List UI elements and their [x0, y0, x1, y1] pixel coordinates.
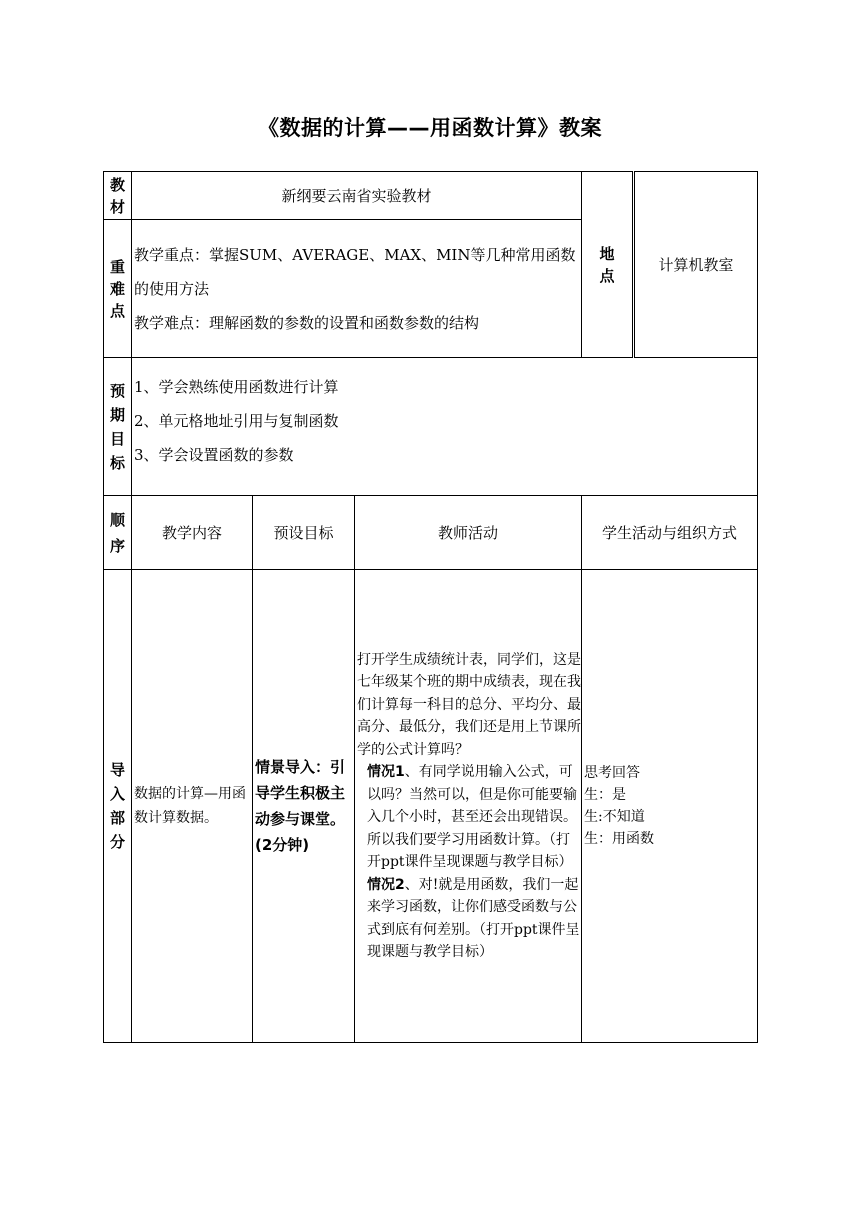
objective-item: 3、学会设置函数的参数: [134, 446, 294, 464]
intro-content: 数据的计算—用函数计算数据。: [132, 570, 253, 1043]
column-header-teacher: 教师活动: [355, 496, 582, 570]
intro-row: [104, 570, 758, 1043]
case-1-text: 、有同学说用输入公式，可以吗？当然可以，但是你可能要输入几个小时，甚至还会出现错误。所以我们要学习用函数计算。（打开ppt课件呈现课题与教学目标）: [367, 764, 577, 870]
intro-label: 导入部分: [104, 570, 132, 1043]
case-2-label: 情况: [367, 876, 395, 893]
case-1-label: 情况: [367, 764, 395, 780]
objective-item: 2、单元格地址引用与复制函数: [134, 412, 339, 430]
lesson-plan-table: [103, 171, 758, 1043]
column-header-row: [104, 496, 758, 570]
order-label: 顺序: [104, 496, 132, 570]
teaching-focus: 教学重点：掌握SUM、AVERAGE、MAX、MIN等几种常用函数的使用方法: [134, 245, 576, 298]
objectives-label: 预期目标: [104, 358, 132, 496]
teaching-difficulty: 教学难点：理解函数的参数的设置和函数参数的结构: [134, 313, 480, 332]
student-line: 生：是: [584, 787, 627, 803]
case-2-text: 、对!就是用函数，我们一起来学习函数，让你们感受函数与公式到底有何差别。（打开ppt课件呈现课题与教学目标）: [367, 876, 580, 960]
student-line: 思考回答: [584, 765, 641, 781]
case-1-number: 1: [395, 764, 405, 780]
column-header-goal: 预设目标: [253, 496, 355, 570]
case-2: [357, 874, 581, 964]
objectives-row: [104, 358, 758, 496]
objectives-cell: [132, 358, 758, 496]
textbook-value: 新纲要云南省实验教材: [132, 172, 582, 220]
case-2-number: 2: [395, 876, 405, 893]
teacher-activity: [355, 570, 582, 1043]
student-activity: [582, 570, 758, 1043]
objective-item: 1、学会熟练使用函数进行计算: [134, 378, 339, 396]
textbook-row: [104, 172, 758, 220]
student-line: 生:不知道: [584, 809, 645, 825]
page-title: 《数据的计算——用函数计算》教案: [258, 116, 602, 140]
column-header-student: 学生活动与组织方式: [582, 496, 758, 570]
case-1: [357, 761, 581, 874]
key-points-label: 重难点: [104, 220, 132, 358]
textbook-label: 教材: [104, 172, 132, 220]
student-line: 生：用函数: [584, 831, 655, 847]
teacher-intro-text: 打开学生成绩统计表，同学们，这是七年级某个班的期中成绩表，现在我们计算每一科目的总分、平均分、最高分、最低分，我们还是用上节课所学的公式计算吗？: [357, 651, 581, 758]
intro-goal: 情景导入：引导学生积极主动参与课堂。(2分钟): [253, 570, 355, 1043]
location-label: 地点: [582, 172, 634, 358]
location-value: 计算机教室: [634, 172, 758, 358]
key-points-cell: [132, 220, 582, 358]
column-header-content: 教学内容: [132, 496, 253, 570]
